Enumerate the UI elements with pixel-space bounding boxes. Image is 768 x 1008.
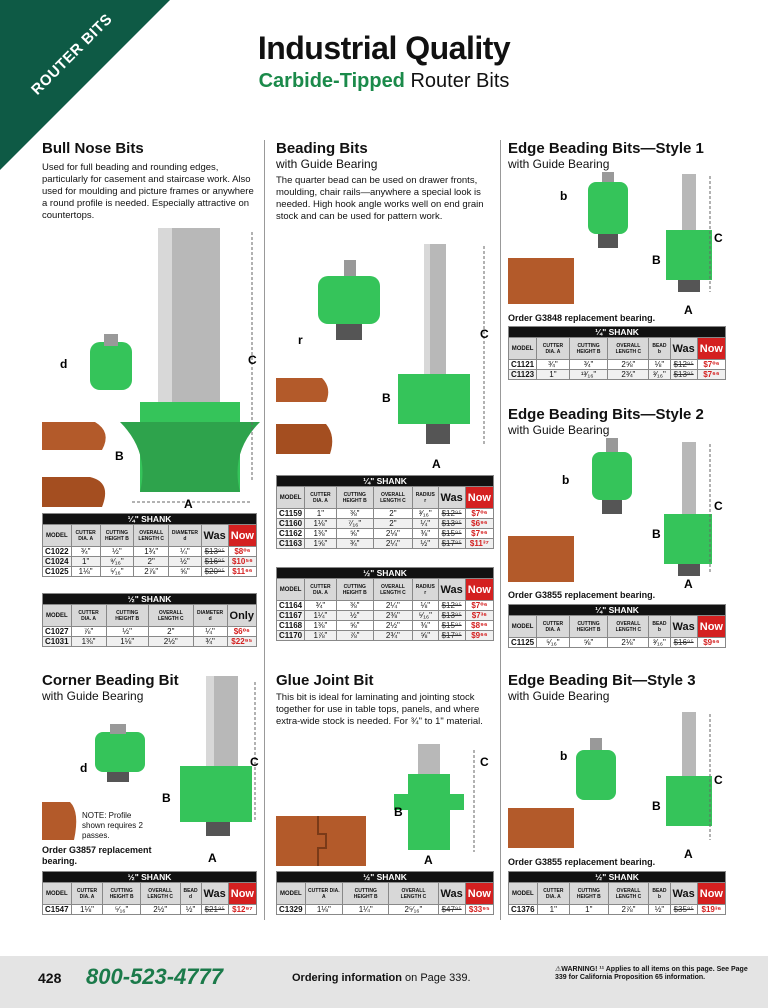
edge2-illustration — [506, 438, 728, 591]
cell: ⅛" — [413, 601, 438, 611]
cell-was: $16⁹⁵ — [670, 638, 697, 648]
cell: 2½" — [140, 905, 180, 915]
cell-model: C1031 — [43, 637, 72, 647]
shank-row: ¼" SHANK — [509, 327, 726, 338]
cell-model: C1159 — [277, 509, 305, 519]
col-header: CUTTING HEIGHT B — [336, 579, 373, 601]
cell: 1⅛" — [305, 905, 343, 915]
col-header-now: Now — [697, 338, 725, 360]
table-row — [277, 631, 494, 641]
glue-joint-title: Glue Joint Bit — [276, 672, 374, 689]
col-header: MODEL — [277, 883, 306, 905]
col-header: CUTTER DIA. A — [71, 605, 106, 627]
col-header: BEAD b — [649, 883, 670, 905]
cell-now: $8⁰⁶ — [228, 547, 256, 557]
cell: 1⅛" — [71, 567, 100, 577]
label-b: B — [652, 253, 661, 267]
cell: ⅝" — [569, 638, 608, 648]
cell-was: $15⁹⁵ — [438, 621, 465, 631]
label-a: A — [432, 457, 441, 471]
cell: 1" — [570, 905, 608, 915]
corner-beading-table — [42, 871, 257, 915]
page-subtitle — [0, 70, 768, 93]
cell: 2½" — [148, 637, 193, 647]
cell: 2¼" — [373, 539, 412, 549]
cell-model: C1167 — [277, 611, 305, 621]
cell: 2⅞" — [134, 567, 169, 577]
profile-note: NOTE: Profile shown requires 2 passes. — [82, 811, 143, 840]
cell-was: $13⁹⁵ — [438, 519, 465, 529]
shank-row: ¼" SHANK — [43, 514, 257, 525]
cell-model: C1170 — [277, 631, 305, 641]
cell: 2⅜" — [373, 611, 412, 621]
col-header: MODEL — [277, 579, 305, 601]
table-row — [277, 539, 494, 549]
table-row — [277, 519, 494, 529]
label-c: C — [714, 499, 723, 513]
warning-icon: ⚠ — [555, 966, 562, 973]
col-header: OVERALL LENGTH C — [134, 525, 169, 547]
cell-was: $13⁹⁵ — [670, 370, 697, 380]
col-header: CUTTER DIA. A — [537, 616, 570, 638]
cell: ¾" — [305, 601, 337, 611]
cell-now: $7⁶⁶ — [697, 370, 725, 380]
shank-row: ½" SHANK — [277, 568, 494, 579]
cell: 1" — [537, 905, 570, 915]
cell: ¾" — [193, 637, 227, 647]
cell-only: $6⁰⁶ — [227, 627, 257, 637]
label-a: A — [684, 847, 693, 861]
beading-subtitle: with Guide Bearing — [276, 157, 378, 171]
col-header: MODEL — [277, 487, 305, 509]
cell: 1⅛" — [106, 637, 148, 647]
table-row — [277, 529, 494, 539]
cell-now: $7⁹⁶ — [465, 529, 493, 539]
edge1-illustration — [506, 172, 728, 317]
col-header: OVERALL LENGTH C — [373, 487, 412, 509]
col-header-only: Only — [227, 605, 257, 627]
col-header-was: Was — [438, 487, 465, 509]
cell: ⅜" — [413, 621, 438, 631]
beading-table-quarter — [276, 475, 494, 549]
column-divider — [500, 140, 501, 920]
cell-now: $7⁰⁶ — [697, 360, 725, 370]
cell: ³⁄₁₆" — [413, 509, 438, 519]
label-c: C — [714, 231, 723, 245]
col-header: RADIUS r — [413, 487, 438, 509]
cell: ¼" — [193, 627, 227, 637]
cell: ⁹⁄₁₆" — [100, 557, 133, 567]
glue-joint-desc: This bit is ideal for laminating and jointing stock together for use in table tops, panels, and where extra-wide stock is needed. For ¾" to 1" material. — [276, 692, 483, 727]
cell: 2⅛" — [608, 638, 649, 648]
ordering-info — [292, 972, 471, 984]
cell-now: $7³⁶ — [465, 611, 493, 621]
col-header: CUTTER DIA. A — [305, 487, 337, 509]
label-b: B — [162, 791, 171, 805]
cell-was: $16⁹⁵ — [201, 557, 228, 567]
shank-row: ½" SHANK — [43, 594, 257, 605]
cell: ⅞" — [336, 631, 373, 641]
cell: ⅝" — [413, 631, 438, 641]
col-header: MODEL — [43, 525, 72, 547]
label-b-small: b — [560, 749, 568, 763]
cell: 2⅝" — [608, 360, 649, 370]
cell: ¾" — [537, 360, 570, 370]
cell-now: $33⁹⁵ — [465, 905, 493, 915]
cell-now: $11³⁷ — [465, 539, 493, 549]
cell: 1⅜" — [71, 637, 106, 647]
cell: ³⁄₁₆" — [649, 370, 670, 380]
label-d: d — [80, 761, 88, 775]
table-row — [509, 638, 726, 648]
label-b: B — [115, 449, 124, 463]
corner-beading-subtitle: with Guide Bearing — [42, 689, 144, 703]
table-row — [277, 611, 494, 621]
cell: ¾" — [71, 547, 100, 557]
cell-model: C1121 — [509, 360, 537, 370]
edge1-bearing-note: Order G3848 replacement bearing. — [508, 313, 656, 323]
cell: 2" — [373, 519, 412, 529]
cell: ½" — [649, 905, 670, 915]
label-c: C — [480, 327, 489, 341]
col-header: MODEL — [43, 605, 72, 627]
table-row — [43, 567, 257, 577]
label-b: B — [652, 799, 661, 813]
cell-was: $47⁹⁵ — [438, 905, 465, 915]
cell-was: $20⁹⁵ — [201, 567, 228, 577]
label-b: B — [394, 805, 403, 819]
cell: 1¾" — [134, 547, 169, 557]
phone-number[interactable]: 800-523-4777 — [86, 964, 224, 989]
col-header: BEAD d — [180, 883, 201, 905]
col-header-now: Now — [697, 883, 725, 905]
cell-now: $9⁶⁶ — [465, 631, 493, 641]
cell: ⅝" — [169, 567, 201, 577]
glue-joint-illustration — [274, 740, 496, 868]
edge2-subtitle: with Guide Bearing — [508, 423, 610, 437]
col-header-was: Was — [670, 616, 697, 638]
cell-was: $12⁹⁵ — [670, 360, 697, 370]
col-header: DIAMETER d — [169, 525, 201, 547]
cell: ¾" — [336, 539, 373, 549]
cell: ½" — [336, 611, 373, 621]
col-header: CUTTER DIA. A — [71, 883, 103, 905]
cell: 1" — [71, 557, 100, 567]
col-header-was: Was — [438, 579, 465, 601]
table-row — [509, 905, 726, 915]
cell-model: C1123 — [509, 370, 537, 380]
col-header: MODEL — [43, 883, 72, 905]
cell: 1⅛" — [305, 519, 337, 529]
col-header: OVERALL LENGTH C — [140, 883, 180, 905]
col-header: CUTTER DIA. A — [305, 579, 337, 601]
col-header-was: Was — [201, 883, 228, 905]
cell: 2¼" — [373, 601, 412, 611]
cell: ½" — [169, 557, 201, 567]
label-a: A — [208, 851, 217, 865]
ordering-prefix: Ordering information — [292, 972, 402, 984]
cell: 1⅝" — [305, 539, 337, 549]
col-header-now: Now — [465, 883, 493, 905]
col-header: CUTTER DIA. A — [305, 883, 343, 905]
cell-now: $7⁰⁶ — [465, 509, 493, 519]
shank-row: ¼" SHANK — [277, 476, 494, 487]
cell: 1⅞" — [305, 631, 337, 641]
cell: 1⅜" — [305, 529, 337, 539]
label-b-small: b — [562, 473, 570, 487]
cell-now: $6⁹⁶ — [465, 519, 493, 529]
edge2-title: Edge Beading Bits—Style 2 — [508, 406, 704, 423]
label-c: C — [250, 755, 259, 769]
cell-was: $17⁹⁵ — [438, 539, 465, 549]
table-row — [277, 509, 494, 519]
col-header: BEAD b — [649, 616, 670, 638]
cell: ⁵⁄₁₆" — [100, 567, 133, 577]
cell-model: C1022 — [43, 547, 72, 557]
cell: ³⁄₁₆" — [649, 638, 670, 648]
col-header-now: Now — [228, 883, 256, 905]
label-r: r — [298, 333, 303, 347]
edge2-bearing-note: Order G3855 replacement bearing. — [508, 590, 656, 600]
cell-model: C1027 — [43, 627, 72, 637]
label-a: A — [684, 577, 693, 591]
cell: 2⅛" — [373, 529, 412, 539]
col-header: OVERALL LENGTH C — [608, 338, 649, 360]
label-b: B — [382, 391, 391, 405]
cell-model: C1162 — [277, 529, 305, 539]
table-row — [509, 360, 726, 370]
table-row — [43, 637, 257, 647]
cell-model: C1376 — [509, 905, 538, 915]
col-header: OVERALL LENGTH C — [148, 605, 193, 627]
cell: ⁵⁄₁₆" — [103, 905, 140, 915]
label-b: B — [652, 527, 661, 541]
cell: ¹³⁄₁₆" — [569, 370, 608, 380]
cell-was: $15⁹⁵ — [438, 529, 465, 539]
cell-was: $35⁹⁵ — [670, 905, 697, 915]
cell-now: $12⁹⁷ — [228, 905, 256, 915]
cell-now: $9⁶⁶ — [697, 638, 725, 648]
cell-was: $17⁹⁵ — [438, 631, 465, 641]
cell: ¾" — [569, 360, 608, 370]
cell-model: C1025 — [43, 567, 72, 577]
cell-was: $12⁹⁵ — [438, 509, 465, 519]
cell: 2⁵⁄₁₆" — [389, 905, 438, 915]
corner-beading-title: Corner Beading Bit — [42, 672, 179, 689]
cell-was: $21⁹⁵ — [201, 905, 228, 915]
shank-row: ¼" SHANK — [509, 605, 726, 616]
cell-model: C1164 — [277, 601, 305, 611]
cell-model: C1547 — [43, 905, 72, 915]
col-header: OVERALL LENGTH C — [608, 883, 649, 905]
label-c: C — [714, 773, 723, 787]
table-row — [43, 627, 257, 637]
cell-model: C1329 — [277, 905, 306, 915]
cell: 2½" — [373, 621, 412, 631]
cell: 1" — [537, 370, 570, 380]
edge2-table — [508, 604, 726, 648]
col-header: MODEL — [509, 616, 537, 638]
table-row — [277, 905, 494, 915]
cell: 2" — [134, 557, 169, 567]
cell: ¼" — [413, 519, 438, 529]
col-header: CUTTING HEIGHT B — [100, 525, 133, 547]
cell: ⁵⁄₁₆" — [413, 611, 438, 621]
table-row — [43, 547, 257, 557]
cell-model: C1024 — [43, 557, 72, 567]
beading-illustration — [274, 236, 496, 472]
cell-now: $8⁹⁶ — [465, 621, 493, 631]
col-header: CUTTER DIA. A — [71, 525, 100, 547]
col-header-now: Now — [465, 579, 493, 601]
page-title: Industrial Quality — [257, 30, 511, 66]
cell: 2" — [373, 509, 412, 519]
col-header: CUTTING HEIGHT B — [569, 338, 608, 360]
cell: ⁷⁄₁₆" — [336, 519, 373, 529]
edge3-table — [508, 871, 726, 915]
col-header-now: Now — [228, 525, 256, 547]
cell-model: C1125 — [509, 638, 537, 648]
cell: ⁵⁄₁₆" — [537, 638, 570, 648]
col-header: BEAD b — [649, 338, 670, 360]
col-header: DIAMETER d — [193, 605, 227, 627]
bull-nose-title: Bull Nose Bits — [42, 140, 144, 157]
cell: 1⅛" — [71, 905, 103, 915]
col-header-was: Was — [438, 883, 465, 905]
table-row — [43, 557, 257, 567]
col-header: CUTTING HEIGHT B — [569, 616, 608, 638]
label-b-small: b — [560, 189, 568, 203]
cell-model: C1160 — [277, 519, 305, 529]
col-header: OVERALL LENGTH C — [608, 616, 649, 638]
warning-body: WARNING! ¹¹ Applies to all items on this page. See Page 339 for California Proposition 65 information. — [555, 966, 748, 981]
glue-joint-table — [276, 871, 494, 915]
subtitle-green: Carbide-Tipped — [258, 70, 405, 92]
col-header: RADIUS r — [413, 579, 438, 601]
shank-row: ½" SHANK — [43, 872, 257, 883]
cell-was: $13⁹⁵ — [438, 611, 465, 621]
table-row — [43, 905, 257, 915]
col-header: CUTTING HEIGHT B — [106, 605, 148, 627]
cell: 2¾" — [373, 631, 412, 641]
col-header-was: Was — [670, 883, 697, 905]
label-c: C — [248, 353, 257, 367]
bull-nose-table-half — [42, 593, 257, 647]
col-header-was: Was — [201, 525, 228, 547]
cell: 1¼" — [343, 905, 389, 915]
col-header-now: Now — [697, 616, 725, 638]
cell: ⅜" — [336, 509, 373, 519]
edge3-title: Edge Beading Bit—Style 3 — [508, 672, 696, 689]
cell: ⅝" — [336, 529, 373, 539]
col-header: CUTTING HEIGHT B — [336, 487, 373, 509]
table-row — [509, 370, 726, 380]
corner-label: ROUTER BITS — [28, 10, 116, 99]
cell: ⅛" — [649, 360, 670, 370]
cell: 2" — [148, 627, 193, 637]
cell: 2⅞" — [608, 905, 649, 915]
col-header: MODEL — [509, 883, 538, 905]
col-header: CUTTER DIA. A — [537, 338, 570, 360]
cell-was: $12⁹⁵ — [438, 601, 465, 611]
col-header: CUTTING HEIGHT B — [570, 883, 608, 905]
edge3-subtitle: with Guide Bearing — [508, 689, 610, 703]
corner-bearing-note: Order G3857 replacement bearing. — [42, 845, 152, 866]
shank-row: ½" SHANK — [509, 872, 726, 883]
col-header: CUTTING HEIGHT B — [343, 883, 389, 905]
table-row — [277, 601, 494, 611]
edge3-illustration — [506, 708, 728, 861]
cell: ½" — [180, 905, 201, 915]
col-header: OVERALL LENGTH C — [389, 883, 438, 905]
cell: ⅝" — [336, 621, 373, 631]
edge1-table — [508, 326, 726, 380]
cell: ½" — [106, 627, 148, 637]
cell: 1⅜" — [305, 621, 337, 631]
col-header: CUTTER DIA. A — [537, 883, 570, 905]
beading-table-half — [276, 567, 494, 641]
cell-now: $19³⁶ — [697, 905, 725, 915]
edge1-subtitle: with Guide Bearing — [508, 157, 610, 171]
subtitle-rest: Router Bits — [404, 70, 510, 92]
cell-now: $11⁶⁶ — [228, 567, 256, 577]
label-c: C — [480, 755, 489, 769]
cell: 2¾" — [608, 370, 649, 380]
cell-model: C1168 — [277, 621, 305, 631]
edge1-title: Edge Beading Bits—Style 1 — [508, 140, 704, 157]
shank-row: ½" SHANK — [277, 872, 494, 883]
bull-nose-desc: Used for full beading and rounding edges, particularly for casement and staircase work. Also used for moulding and picture frames or anywhere a round profile is needed. Especially attractive on countertops. — [42, 162, 254, 221]
ordering-suffix: on Page 339. — [402, 972, 471, 984]
cell-was: $13⁹⁵ — [201, 547, 228, 557]
cell: ½" — [100, 547, 133, 557]
page-number: 428 — [38, 970, 62, 986]
cell-only: $22⁹⁵ — [227, 637, 257, 647]
label-a: A — [424, 853, 433, 867]
table-row — [277, 621, 494, 631]
cell: 1¼" — [305, 611, 337, 621]
cell: ¼" — [169, 547, 201, 557]
edge3-bearing-note: Order G3855 replacement bearing. — [508, 857, 656, 867]
beading-desc: The quarter bead can be used on drawer fronts, moulding, chair rails—anywhere a special look is needed. High hook angle works well on end grain stock and can be used for pattern work. — [276, 175, 484, 222]
cell: ⅞" — [71, 627, 106, 637]
label-a: A — [184, 497, 193, 511]
label-a: A — [684, 303, 693, 317]
col-header-was: Was — [670, 338, 697, 360]
cell: 1" — [305, 509, 337, 519]
cell-now: $10⁵⁶ — [228, 557, 256, 567]
label-d: d — [60, 357, 68, 371]
col-header: OVERALL LENGTH C — [373, 579, 412, 601]
col-header: MODEL — [509, 338, 537, 360]
col-header: CUTTING HEIGHT B — [103, 883, 140, 905]
cell-model: C1163 — [277, 539, 305, 549]
cell: ½" — [413, 539, 438, 549]
beading-title: Beading Bits — [276, 140, 368, 157]
cell-now: $7⁰⁶ — [465, 601, 493, 611]
warning-text — [555, 966, 755, 982]
bull-nose-table-quarter — [42, 513, 257, 577]
cell: ⅜" — [336, 601, 373, 611]
col-header-now: Now — [465, 487, 493, 509]
bull-nose-illustration — [40, 222, 265, 510]
cell: ⅜" — [413, 529, 438, 539]
